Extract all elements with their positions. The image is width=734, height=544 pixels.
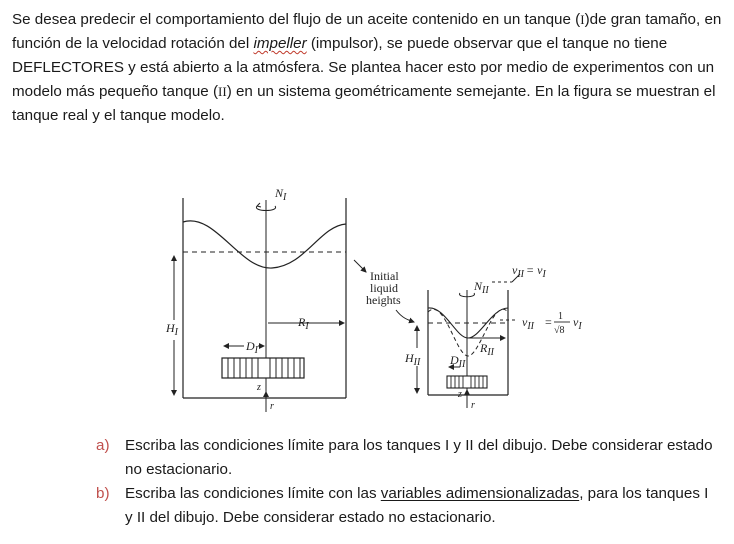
label-R1: $R_I$	[298, 315, 309, 332]
roman-numeral-1: I	[580, 12, 585, 27]
label-H1: $H_I$	[166, 321, 179, 338]
question-b-highlight: variables adimensionalizadas	[380, 485, 580, 502]
svg-text:=: =	[545, 315, 552, 329]
label-heights: heights	[366, 293, 401, 307]
label-velocity-scale	[522, 311, 582, 336]
free-surface-small-dashed	[428, 309, 508, 356]
label-liquid: liquid	[370, 281, 399, 295]
tank-figure	[160, 180, 590, 415]
label-D2: $D_{II}$	[450, 353, 466, 370]
svg-text:1: 1	[558, 311, 563, 322]
svg-text:vII: $v_{II}$	[522, 315, 534, 332]
label-N2: $N_{II}$	[474, 279, 489, 296]
label-H2: $H_{II}$	[405, 351, 421, 368]
question-a	[96, 434, 716, 482]
question-a-marker: a)	[96, 437, 110, 454]
label-D1: $D_I$	[246, 339, 259, 356]
questions-list	[96, 434, 716, 530]
question-a-text: Escriba las condiciones límite para los tanques I y II del dibujo. Debe considerar estado no estacionario.	[125, 437, 713, 478]
intro-text-4: ) en un sistema geométricamente semejante. En la figura se muestran el tanque real y el tanque modelo.	[12, 83, 716, 124]
svg-text:vI: $v_I$	[573, 315, 582, 332]
free-surface-large	[183, 221, 346, 268]
intro-text-1: Se desea predecir el comportamiento del flujo de un aceite contenido en un tanque (	[12, 11, 581, 28]
tank-small	[417, 274, 520, 408]
problem-statement	[12, 8, 724, 128]
question-b-text-after: , para los tanques I y II del dibujo. Debe considerar estado no estacionario.	[125, 485, 709, 526]
label-R2: $R_{II}$	[480, 341, 495, 358]
label-z-small: z	[458, 389, 462, 400]
impeller-term: impeller	[253, 35, 307, 52]
label-N1: $N_I$	[275, 186, 287, 203]
label-z-large: z	[257, 382, 261, 393]
question-b	[96, 482, 716, 530]
label-r-small: r	[471, 400, 475, 411]
question-b-marker: b)	[96, 485, 110, 502]
label-initial: Initial	[370, 269, 399, 283]
roman-numeral-2: II	[218, 84, 227, 99]
label-velocity-equal: $v_{II} = v_I$	[512, 263, 546, 280]
svg-text:√8: √8	[554, 325, 565, 336]
intro-text-2: )de gran tamaño, en función de la velocidad rotación del	[12, 11, 722, 52]
label-r-large: r	[270, 401, 274, 412]
tank-large	[174, 198, 346, 412]
question-b-text-before: Escriba las condiciones límite con las	[125, 485, 381, 502]
intro-text-3: (impulsor), se puede observar que el tanque no tiene DEFLECTORES y está abierto a la atmósfera. Se plantea hacer esto por medio de experimentos con un modelo más pequeño tanque (	[12, 35, 715, 100]
